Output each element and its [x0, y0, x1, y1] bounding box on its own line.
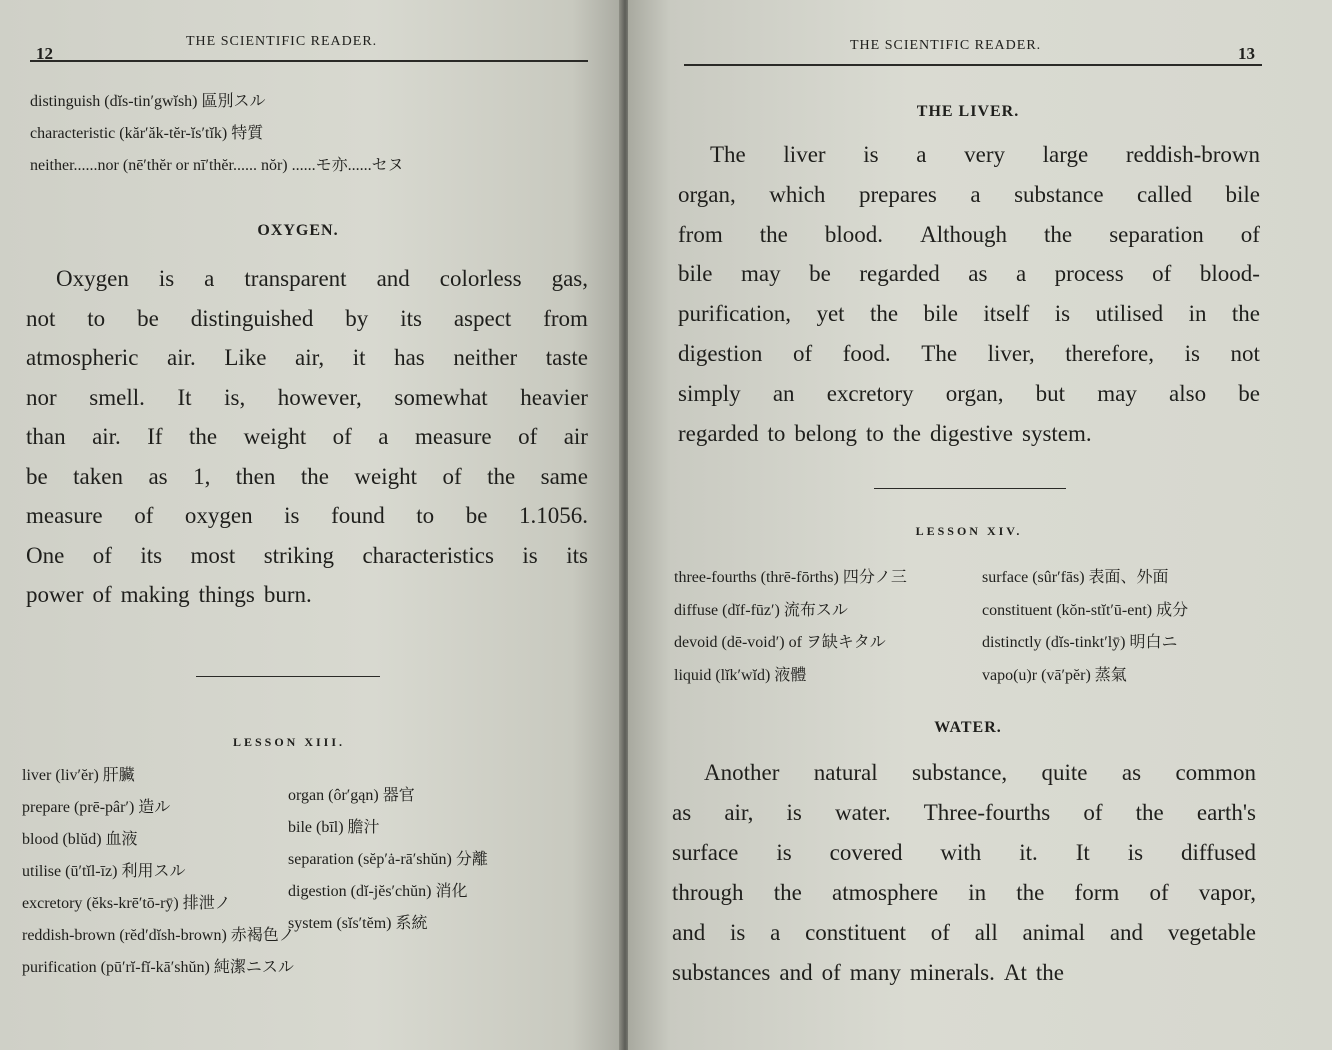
- paragraph-line: measure of oxygen is found to be 1.1056.: [26, 503, 588, 528]
- left-page: [0, 0, 622, 1050]
- section-heading-oxygen: OXYGEN.: [257, 222, 339, 239]
- section-divider: [196, 676, 380, 677]
- vocab-entry: liquid (lĭk′wĭd) 液體: [674, 666, 807, 684]
- paragraph-line: power of making things burn.: [26, 582, 312, 607]
- vocab-entry: distinctly (dĭs-tinkt′lȳ) 明白ニ: [982, 634, 1178, 651]
- vocab-entry: diffuse (dĭf-fūz′) 流布スル: [674, 601, 848, 619]
- vocab-entry: neither......nor (nē′thĕr or nī′thĕr...... nŏr) ......モ亦......セヌ: [30, 157, 404, 174]
- paragraph-line: regarded to belong to the digestive system.: [678, 420, 1092, 446]
- vocab-entry: vapo(u)r (vā′pĕr) 蒸氣: [982, 666, 1127, 684]
- paragraph-line: simply an excretory organ, but may also be: [678, 380, 1260, 406]
- vocab-entry: liver (liv′ĕr) 肝臟: [22, 767, 135, 784]
- paragraph-line: Another natural substance, quite as common: [704, 760, 1256, 785]
- running-head: THE SCIENTIFIC READER.: [186, 34, 378, 49]
- paragraph-line: organ, which prepares a substance called bile: [678, 181, 1260, 207]
- paragraph-line: substances and of many minerals. At the: [672, 960, 1064, 985]
- paragraph-line: The liver is a very large reddish-brown: [710, 142, 1260, 167]
- paragraph-line: Oxygen is a transparent and colorless gas,: [56, 266, 588, 291]
- section-heading-liver: THE LIVER.: [916, 103, 1020, 120]
- section-heading-water: WATER.: [934, 719, 1002, 736]
- paragraph-line: One of its most striking characteristics is its: [26, 542, 588, 568]
- paragraph-line: be taken as 1, then the weight of the same: [26, 463, 588, 489]
- page-number: 12: [36, 44, 53, 63]
- vocab-entry: utilise (ū′tĭl-īz) 利用スル: [22, 863, 186, 880]
- paragraph-line: atmospheric air. Like air, it has neither taste: [26, 345, 588, 370]
- section-divider: [874, 488, 1066, 489]
- vocab-entry: excretory (ĕks-krē′tō-rȳ) 排泄ノ: [22, 895, 231, 912]
- vocab-entry: characteristic (kăr′ăk-tĕr-ĭs′tĭk) 特質: [30, 125, 264, 142]
- running-head: THE SCIENTIFIC READER.: [850, 38, 1042, 53]
- vocab-entry: organ (ôr′gąn) 器官: [288, 787, 415, 804]
- paragraph-line: not to be distinguished by its aspect from: [26, 305, 588, 331]
- vocab-entry: three-fourths (thrē-fōrths) 四分ノ三: [674, 569, 907, 586]
- vocab-entry: surface (sûr′fās) 表面、外面: [982, 569, 1169, 586]
- vocab-entry: constituent (kŏn-stĭt′ū-ent) 成分: [982, 601, 1189, 619]
- paragraph-line: and is a constituent of all animal and vegetable: [672, 920, 1256, 945]
- vocab-entry: purification (pū′rĭ-fĭ-kā′shŭn) 純潔ニスル: [22, 959, 294, 976]
- header-rule: [684, 64, 1262, 66]
- header-rule: [30, 60, 588, 62]
- paragraph-line: bile may be regarded as a process of blood-: [678, 261, 1260, 287]
- paragraph-line: purification, yet the bile itself is utilised in the: [678, 301, 1260, 327]
- vocab-entry: bile (bīl) 膽汁: [288, 819, 380, 836]
- paragraph-line: digestion of food. The liver, therefore, is not: [678, 341, 1260, 366]
- paragraph-line: as air, is water. Three-fourths of the earth's: [672, 800, 1256, 825]
- vocab-entry: reddish-brown (rĕd′dĭsh-brown) 赤褐色ノ: [22, 927, 295, 944]
- paragraph-line: from the blood. Although the separation of: [678, 221, 1260, 247]
- vocab-entry: system (sĭs′tĕm) 系統: [288, 915, 428, 932]
- page-number: 13: [1238, 44, 1255, 63]
- vocab-entry: blood (blŭd) 血液: [22, 831, 138, 848]
- vocab-entry: devoid (dē-void′) of ヲ缺キタル: [674, 634, 886, 651]
- paragraph-line: surface is covered with it. It is diffused: [672, 840, 1256, 865]
- paragraph-line: nor smell. It is, however, somewhat heavier: [26, 384, 588, 410]
- vocab-entry: digestion (dĭ-jĕs′chŭn) 消化: [288, 883, 468, 900]
- paragraph-line: than air. If the weight of a measure of air: [26, 424, 588, 449]
- vocab-entry: distinguish (dĭs-tin′gwĭsh) 區別スル: [30, 93, 266, 110]
- lesson-heading: LESSON XIII.: [232, 735, 346, 749]
- right-page: [628, 0, 1332, 1050]
- vocab-entry: prepare (prē-pâr′) 造ル: [22, 799, 171, 816]
- paragraph-line: through the atmosphere in the form of vapor,: [672, 880, 1256, 905]
- vocab-entry: separation (sĕp′ȧ-rā′shŭn) 分離: [288, 851, 488, 868]
- lesson-heading: LESSON XIV.: [915, 524, 1023, 538]
